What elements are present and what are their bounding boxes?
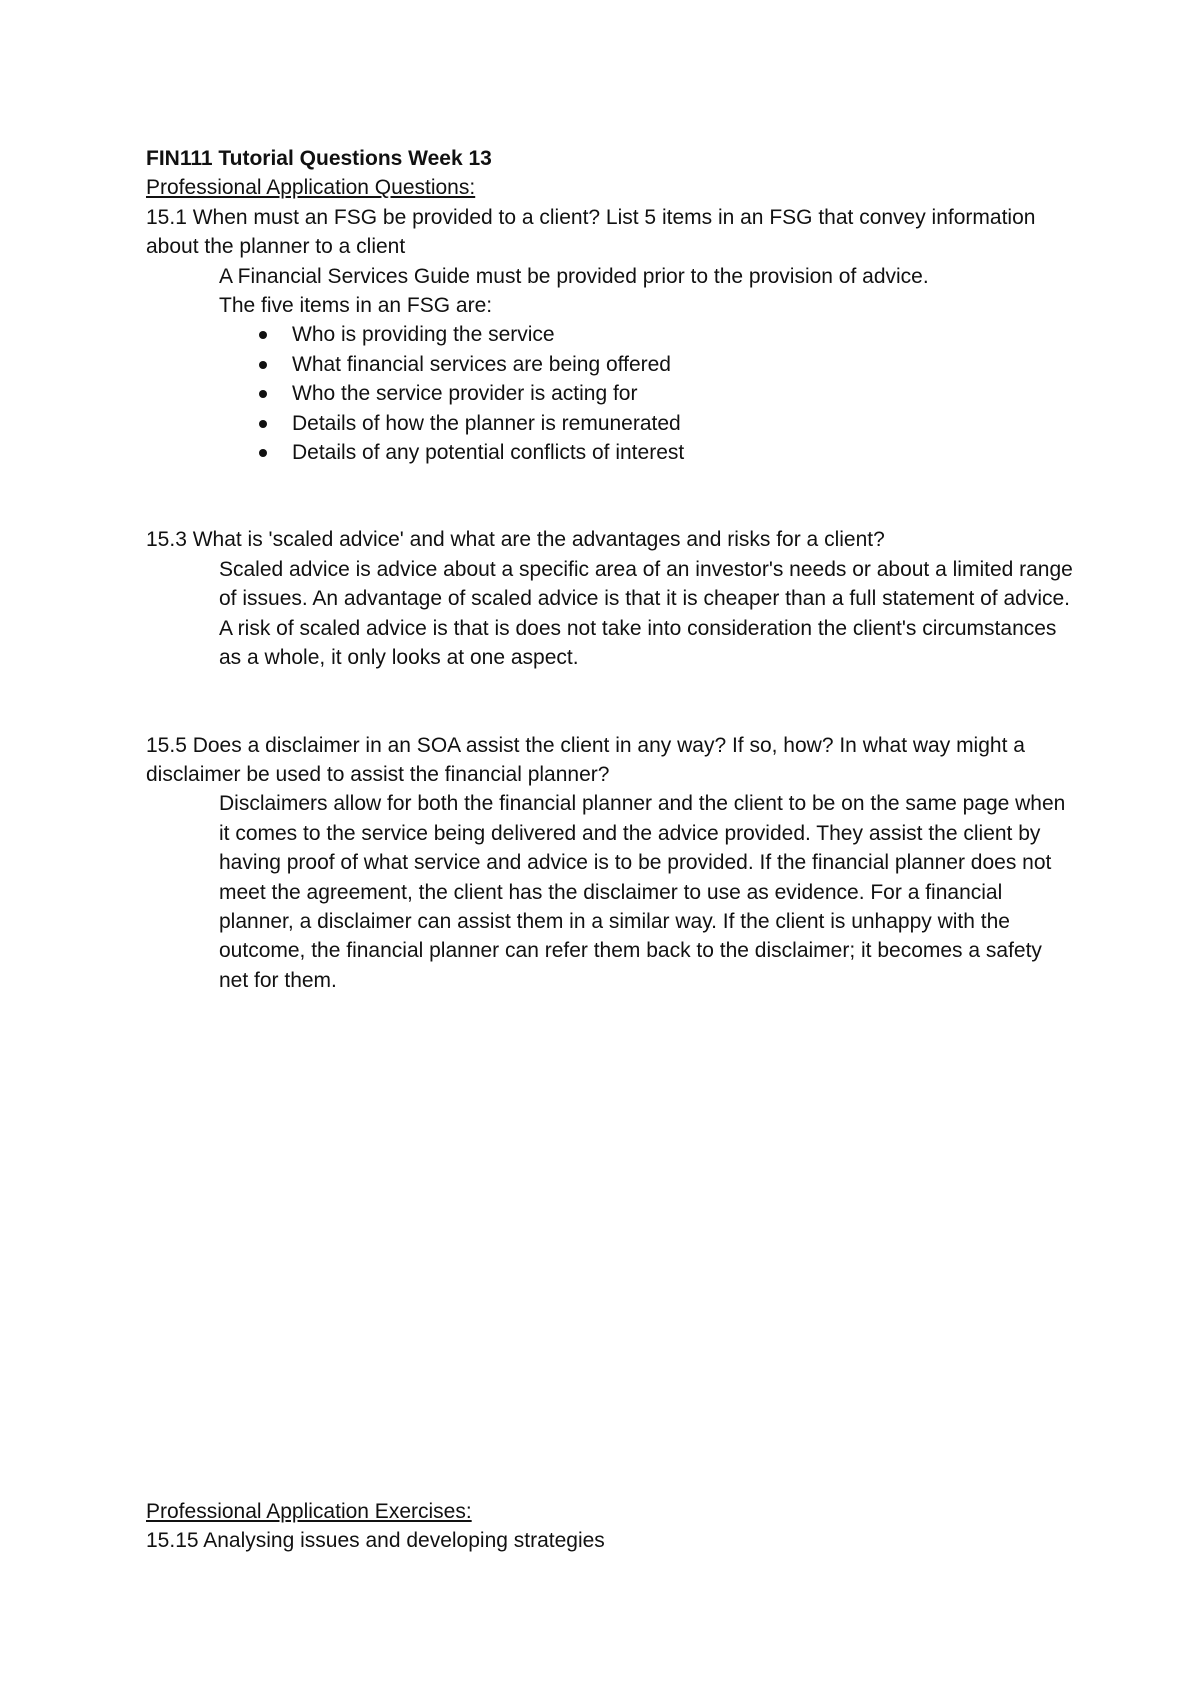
exercise-item: 15.15 Analysing issues and developing strategies — [146, 1529, 605, 1553]
list-item: Who is providing the service — [292, 320, 1076, 349]
list-item: Who the service provider is acting for — [292, 379, 1076, 408]
questions-heading: Professional Application Questions: — [146, 176, 476, 200]
document-title: FIN111 Tutorial Questions Week 13 — [146, 147, 492, 170]
fsg-items-list — [146, 320, 1076, 467]
list-item: Details of any potential conflicts of interest — [292, 438, 1076, 467]
list-item: What financial services are being offered — [292, 350, 1076, 379]
question-15-1 — [146, 203, 1076, 468]
question-text: 15.1 When must an FSG be provided to a client? List 5 items in an FSG that convey information about the planner to a client — [146, 205, 1036, 259]
exercises-heading: Professional Application Exercises: — [146, 1500, 472, 1523]
question-15-3 — [146, 525, 1076, 672]
document-body — [146, 144, 1076, 995]
list-item: Details of how the planner is remunerated — [292, 409, 1076, 438]
question-text: 15.3 What is 'scaled advice' and what are the advantages and risks for a client? — [146, 528, 885, 552]
question-15-5 — [146, 731, 1076, 996]
answer-text: Disclaimers allow for both the financial planner and the client to be on the same page when it comes to the service being delivered and the advice provided. They assist the client by having proof of what service and advice is to be provided. If the financial planner does not meet the agreement, the client has the disclaimer to use as evidence. For a financial planner, a disclaimer can assist them in a similar way. If the client is unhappy with the outcome, the financial planner can refer them back to the disclaimer; it becomes a safety net for them. — [219, 792, 1066, 992]
answer-text: A Financial Services Guide must be provided prior to the provision of advice. — [219, 264, 929, 288]
answer-text: The five items in an FSG are: — [219, 294, 493, 318]
answer-text: Scaled advice is advice about a specific area of an investor's needs or about a limited range of issues. An advantage of scaled advice is that it is cheaper than a full statement of advice. A risk of scaled advice is that is does not take into consideration the client's circumstances as a whole, it only looks at one aspect. — [219, 557, 1073, 670]
question-text: 15.5 Does a disclaimer in an SOA assist the client in any way? If so, how? In what way might a disclaimer be used to assist the financial planner? — [146, 733, 1025, 786]
exercises-section — [146, 1497, 1076, 1556]
